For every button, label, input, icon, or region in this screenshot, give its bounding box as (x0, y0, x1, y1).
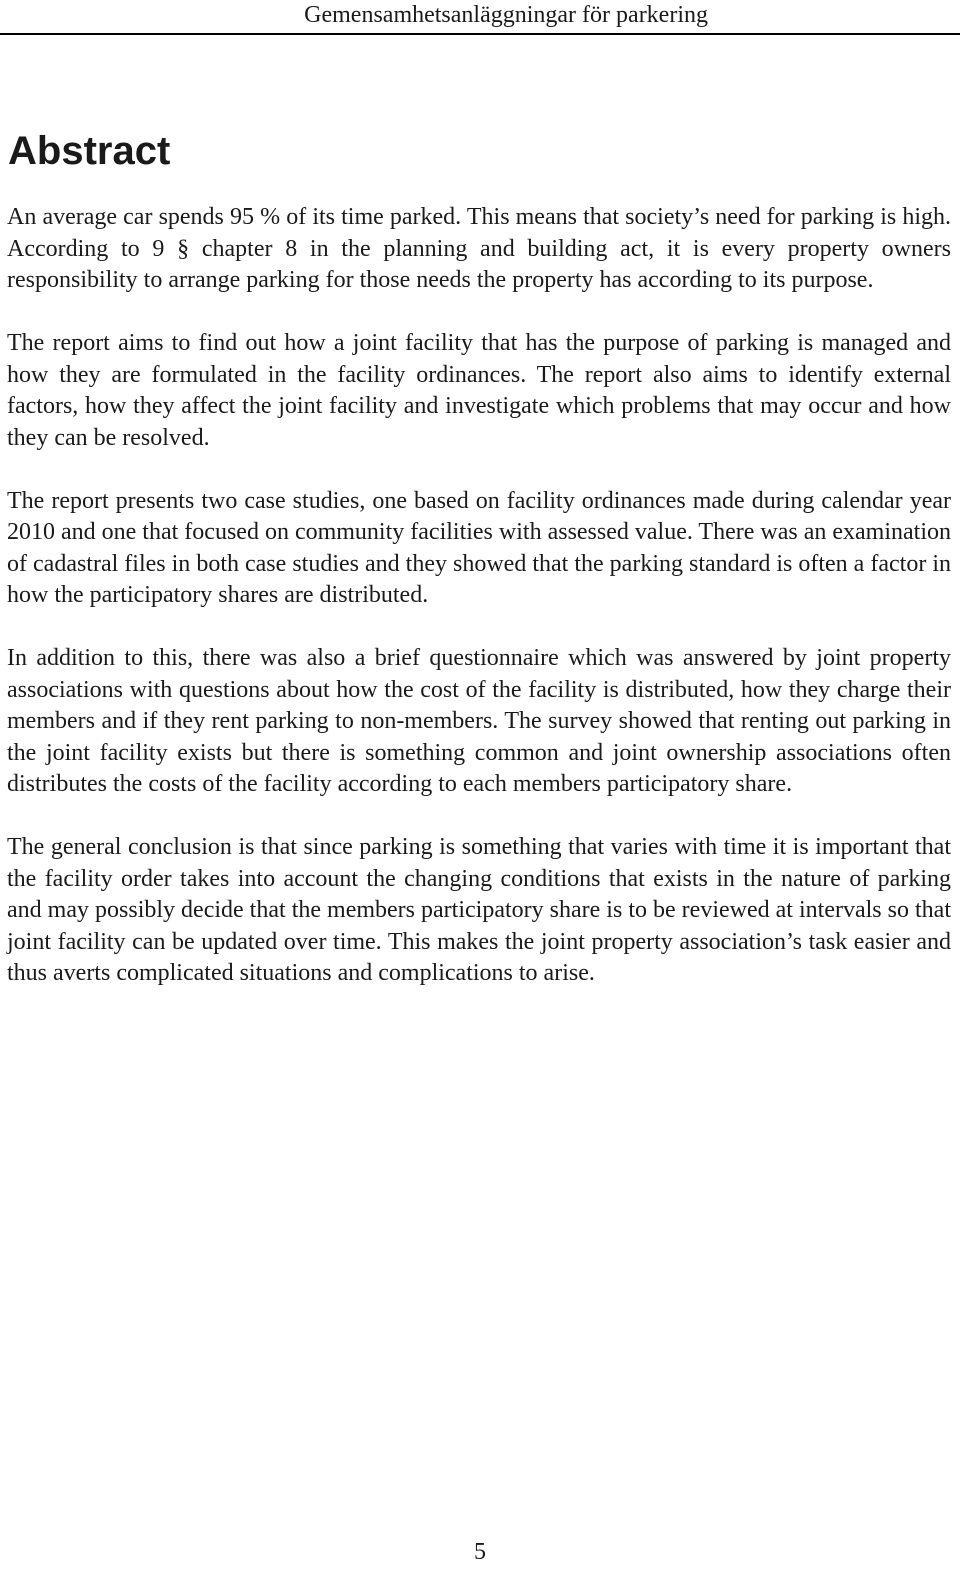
abstract-paragraph: The report aims to find out how a joint facility that has the purpose of parking is managed and how they are formulated in the facility ordinances. The report also aims to identify external factors, how they affect the joint facility and investigate which problems that may occur and how they can be resolved. (7, 330, 951, 451)
running-header (0, 0, 960, 35)
abstract-paragraph: An average car spends 95 % of its time parked. This means that society’s need for parking is high. According to 9 § chapter 8 in the planning and building act, it is every property owners responsibility to arrange parking for those needs the property has according to its purpose. (7, 204, 951, 293)
abstract-paragraph: The general conclusion is that since parking is something that varies with time it is important that the facility order takes into account the changing conditions that exists in the nature of parking and may possibly decide that the members participatory share is to be reviewed at intervals so that joint facility can be updated over time. This makes the joint property association’s task easier and thus averts complicated situations and complications to arise. (7, 834, 951, 986)
page-number: 5 (474, 1539, 486, 1565)
abstract-paragraph: The report presents two case studies, one based on facility ordinances made during calendar year 2010 and one that focused on community facilities with assessed value. There was an examination of cadastral files in both case studies and they showed that the parking standard is often a factor in how the participatory shares are distributed. (7, 487, 951, 608)
section-heading: Abstract (8, 129, 171, 173)
abstract-body (7, 202, 951, 1021)
running-header-title: Gemensamhetsanläggningar för parkering (304, 2, 708, 28)
abstract-paragraph: In addition to this, there was also a brief questionnaire which was answered by joint property associations with questions about how the cost of the facility is distributed, how they charge their members and if they rent parking to non-members. The survey showed that renting out parking in the joint facility exists but there is something common and joint ownership associations often distributes the costs of the facility according to each members participatory share. (7, 645, 951, 797)
